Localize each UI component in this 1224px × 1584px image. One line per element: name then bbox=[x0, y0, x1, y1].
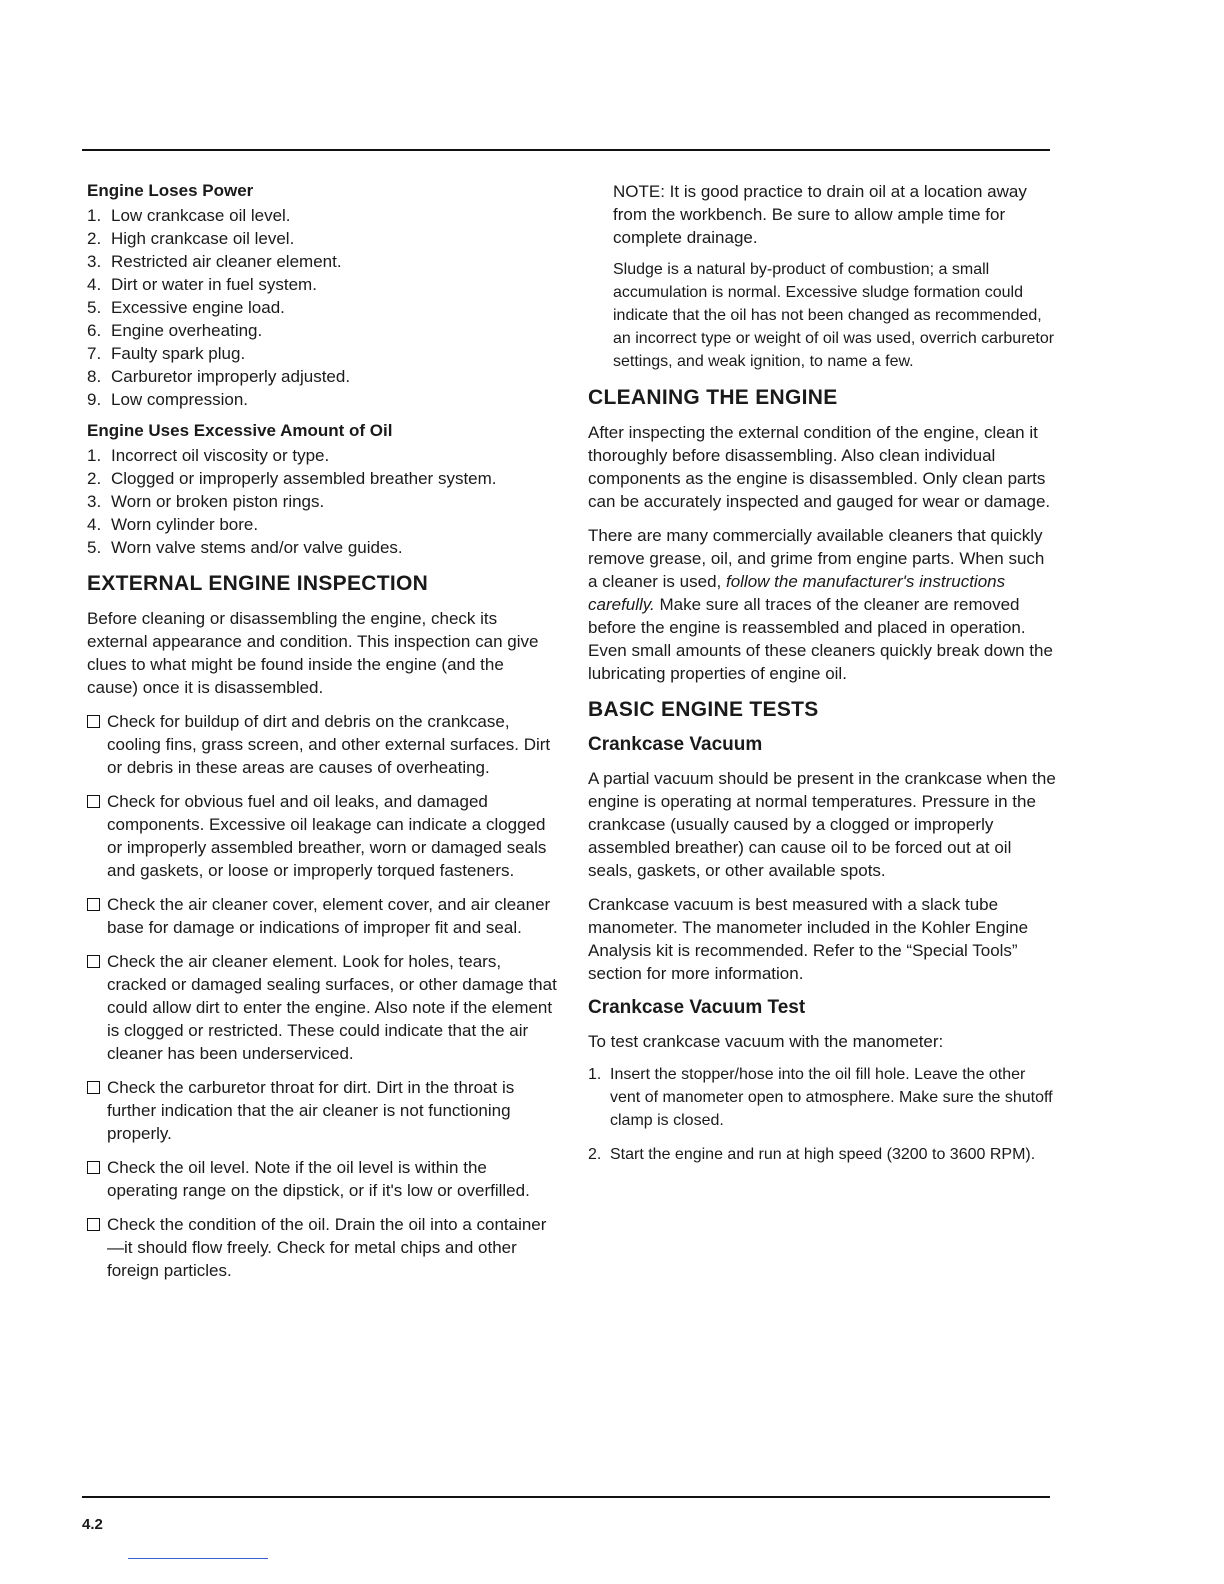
cleaning-paragraph-1: After inspecting the external condition of the engine, clean it thoroughly before disassembling. Also clean individual components as the engine is disassembled. Only clean parts can be accurately inspected and gauged for wear or damage. bbox=[588, 423, 1051, 511]
checklist-item: Check the oil level. Note if the oil level is within the operating range on the dipstick, or if it's low or overfilled. bbox=[87, 1156, 557, 1202]
checklist-item: Check the air cleaner cover, element cover, and air cleaner base for damage or indications of improper fit and seal. bbox=[87, 893, 557, 939]
bottom-rule bbox=[82, 1496, 1050, 1498]
list-item: 3. Restricted air cleaner element. bbox=[87, 252, 342, 271]
vacuum-paragraph-2: Crankcase vacuum is best measured with a slack tube manometer. The manometer included in the Kohler Engine Analysis kit is recommended. Refer to the “Special Tools” section for more information. bbox=[588, 895, 1029, 983]
list-item: 5. Worn valve stems and/or valve guides. bbox=[87, 538, 403, 557]
checklist-item: Check for obvious fuel and oil leaks, and damaged components. Excessive oil leakage can indicate a clogged or improperly assembled breather, worn or damaged seals and gaskets, or loose or improperly torqued fasteners. bbox=[87, 790, 557, 882]
checkbox-icon bbox=[87, 1218, 100, 1231]
checklist-item: Check the carburetor throat for dirt. Dirt in the throat is further indication that the air cleaner is not functioning properly. bbox=[87, 1076, 557, 1145]
list-item: 3. Worn or broken piston rings. bbox=[87, 492, 325, 511]
vacuum-test-heading: Crankcase Vacuum Test bbox=[588, 997, 806, 1018]
list-item: 1. Insert the stopper/hose into the oil fill hole. Leave the other vent of manometer open to atmosphere. Make sure the shutoff clamp is closed. bbox=[588, 1066, 1053, 1129]
checkbox-icon bbox=[87, 898, 100, 911]
list-item: 4. Dirt or water in fuel system. bbox=[87, 275, 317, 294]
checklist-item: Check the air cleaner element. Look for holes, tears, cracked or damaged sealing surfaces, or other damage that could allow dirt to enter the engine. Also note if the element is clogged or restricted. These could indicate that the air cleaner has been underserviced. bbox=[87, 950, 557, 1065]
sludge-paragraph: Sludge is a natural by-product of combustion; a small accumulation is normal. Excessive sludge formation could indicate that the oil has not been changed as recommended, an incorrect type or weight of oil was used, overrich carburetor settings, and weak ignition, to name a few. bbox=[613, 261, 1055, 370]
cleaning-paragraph-2: There are many commercially available cleaners that quickly remove grease, oil, and grime from engine parts. When such a cleaner is used, follow the manufacturer's instructions carefully. Make sure all traces of the cleaner are removed before the engine is reassembled and placed in operation. Even small amounts of these cleaners quickly break down the lubricating properties of engine oil. bbox=[588, 526, 1053, 683]
list-item: 7. Faulty spark plug. bbox=[87, 344, 246, 363]
list-item: 6. Engine overheating. bbox=[87, 321, 263, 340]
basic-tests-heading: BASIC ENGINE TESTS bbox=[588, 698, 819, 721]
vacuum-paragraph-1: A partial vacuum should be present in the crankcase when the engine is operating at normal temperatures. Pressure in the crankcase (usually caused by a clogged or improperly assembled breather) can cause oil to be forced out at oil seals, gaskets, or other available spots. bbox=[588, 769, 1056, 880]
list-item: 2. Clogged or improperly assembled breather system. bbox=[87, 469, 497, 488]
vacuum-test-steps bbox=[588, 1063, 1058, 1166]
list-item: 2. High crankcase oil level. bbox=[87, 229, 295, 248]
top-rule bbox=[82, 149, 1050, 151]
list-item: 4. Worn cylinder bore. bbox=[87, 515, 259, 534]
list-item: 8. Carburetor improperly adjusted. bbox=[87, 367, 351, 386]
page-number: 4.2 bbox=[82, 1516, 103, 1533]
external-intro: Before cleaning or disassembling the engine, check its external appearance and condition. This inspection can give clues to what might be found inside the engine (and the cause) once it is disassembled. bbox=[87, 609, 539, 697]
list-item: 2. Start the engine and run at high speed (3200 to 3600 RPM). bbox=[588, 1146, 1036, 1163]
footer-line bbox=[128, 1558, 268, 1559]
uses-oil-heading: Engine Uses Excessive Amount of Oil bbox=[87, 421, 393, 440]
list-item: 5. Excessive engine load. bbox=[87, 298, 285, 317]
list-item: 9. Low compression. bbox=[87, 390, 249, 409]
external-inspection-heading: EXTERNAL ENGINE INSPECTION bbox=[87, 572, 429, 595]
checklist-item: Check the condition of the oil. Drain the oil into a container—it should flow freely. Check for metal chips and other foreign particles. bbox=[87, 1213, 557, 1282]
checkbox-icon bbox=[87, 1161, 100, 1174]
checkbox-icon bbox=[87, 955, 100, 968]
crankcase-vacuum-heading: Crankcase Vacuum bbox=[588, 734, 763, 755]
loses-power-list bbox=[87, 204, 557, 411]
left-column bbox=[87, 180, 557, 1293]
loses-power-heading: Engine Loses Power bbox=[87, 181, 254, 200]
checkbox-icon bbox=[87, 795, 100, 808]
list-item: 1. Incorrect oil viscosity or type. bbox=[87, 446, 330, 465]
checkbox-icon bbox=[87, 715, 100, 728]
checkbox-icon bbox=[87, 1081, 100, 1094]
right-column bbox=[588, 180, 1058, 1177]
list-item: 1. Low crankcase oil level. bbox=[87, 206, 291, 225]
cleaning-heading: CLEANING THE ENGINE bbox=[588, 386, 838, 409]
uses-oil-list bbox=[87, 444, 557, 559]
checklist-item: Check for buildup of dirt and debris on the crankcase, cooling fins, grass screen, and other external surfaces. Dirt or debris in these areas are causes of overheating. bbox=[87, 710, 557, 779]
vacuum-test-intro: To test crankcase vacuum with the manometer: bbox=[588, 1032, 944, 1051]
drain-note: NOTE: It is good practice to drain oil at a location away from the workbench. Be sure to allow ample time for complete drainage. bbox=[613, 182, 1027, 247]
